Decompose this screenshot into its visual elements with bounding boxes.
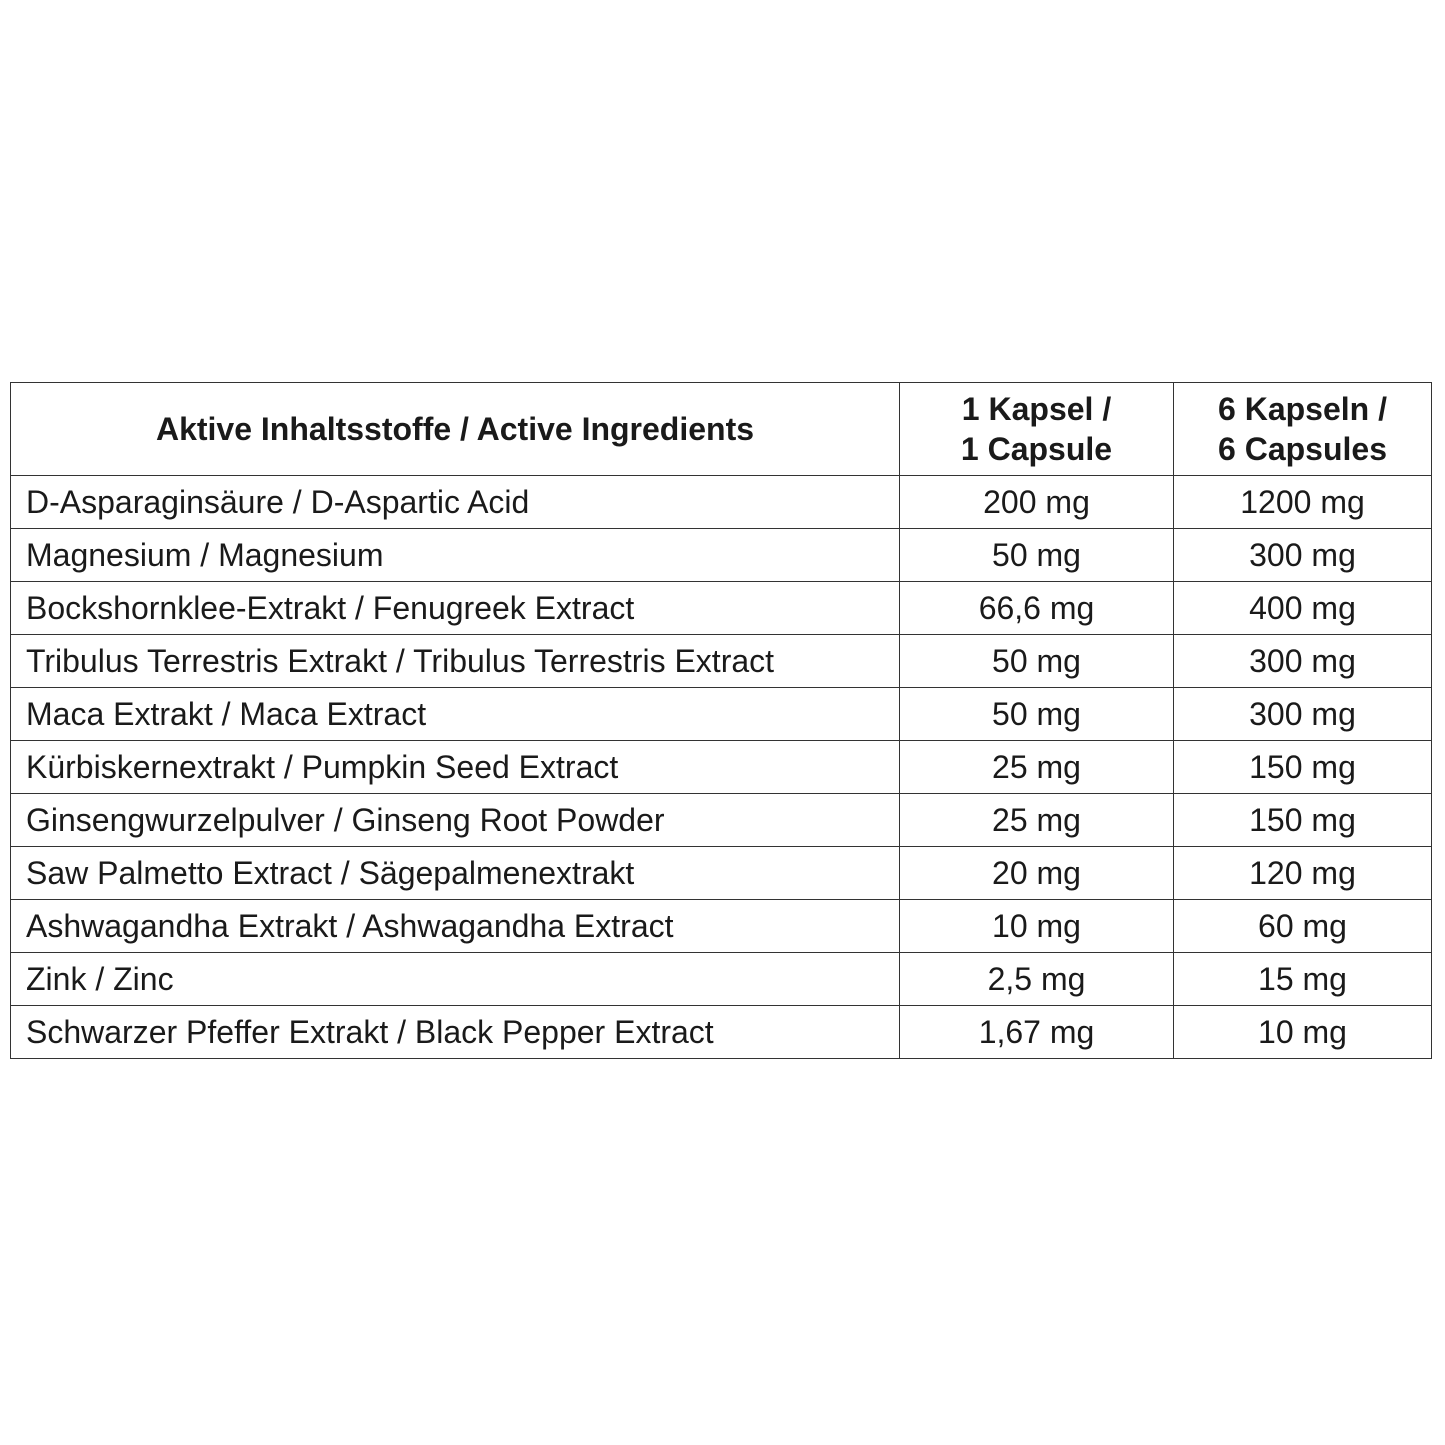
- ingredient-name: Zink / Zinc: [11, 953, 900, 1006]
- amount-one-capsule: 10 mg: [900, 900, 1174, 953]
- ingredient-name: Maca Extrakt / Maca Extract: [11, 688, 900, 741]
- header-six-capsules-line1: 6 Kapseln /: [1218, 391, 1387, 427]
- header-one-capsule-line2: 1 Capsule: [960, 431, 1113, 467]
- ingredients-table: [10, 382, 1432, 1059]
- table-row: [11, 953, 1432, 1006]
- header-ingredients: [11, 383, 900, 476]
- header-six-capsules: [1174, 383, 1432, 476]
- table-row: [11, 635, 1432, 688]
- amount-six-capsules: 150 mg: [1174, 741, 1432, 794]
- header-one-capsule-line1: 1 Kapsel /: [961, 391, 1112, 427]
- amount-one-capsule: 50 mg: [900, 688, 1174, 741]
- table-row: [11, 476, 1432, 529]
- amount-six-capsules: 400 mg: [1174, 582, 1432, 635]
- table-row: [11, 900, 1432, 953]
- amount-six-capsules: 300 mg: [1174, 635, 1432, 688]
- table-row: [11, 688, 1432, 741]
- ingredient-name: D-Asparaginsäure / D-Aspartic Acid: [11, 476, 900, 529]
- header-ingredients-label: Aktive Inhaltsstoffe / Active Ingredients: [155, 411, 755, 447]
- table-row: [11, 741, 1432, 794]
- header-six-capsules-line2: 6 Capsules: [1218, 431, 1387, 467]
- amount-one-capsule: 200 mg: [900, 476, 1174, 529]
- table-row: [11, 794, 1432, 847]
- amount-one-capsule: 25 mg: [900, 741, 1174, 794]
- ingredient-name: Magnesium / Magnesium: [11, 529, 900, 582]
- ingredient-name: Ginsengwurzelpulver / Ginseng Root Powder: [11, 794, 900, 847]
- ingredient-name: Ashwagandha Extrakt / Ashwagandha Extract: [11, 900, 900, 953]
- amount-six-capsules: 1200 mg: [1174, 476, 1432, 529]
- amount-six-capsules: 300 mg: [1174, 529, 1432, 582]
- amount-six-capsules: 15 mg: [1174, 953, 1432, 1006]
- ingredient-name: Tribulus Terrestris Extrakt / Tribulus Terrestris Extract: [11, 635, 900, 688]
- ingredient-name: Schwarzer Pfeffer Extrakt / Black Pepper Extract: [11, 1006, 900, 1059]
- ingredient-name: Kürbiskernextrakt / Pumpkin Seed Extract: [11, 741, 900, 794]
- amount-six-capsules: 150 mg: [1174, 794, 1432, 847]
- table-row: [11, 1006, 1432, 1059]
- ingredient-name: Saw Palmetto Extract / Sägepalmenextrakt: [11, 847, 900, 900]
- table-row: [11, 529, 1432, 582]
- amount-one-capsule: 50 mg: [900, 529, 1174, 582]
- amount-six-capsules: 10 mg: [1174, 1006, 1432, 1059]
- table-row: [11, 847, 1432, 900]
- ingredient-name: Bockshornklee-Extrakt / Fenugreek Extract: [11, 582, 900, 635]
- amount-six-capsules: 60 mg: [1174, 900, 1432, 953]
- amount-one-capsule: 25 mg: [900, 794, 1174, 847]
- amount-one-capsule: 20 mg: [900, 847, 1174, 900]
- amount-six-capsules: 120 mg: [1174, 847, 1432, 900]
- amount-one-capsule: 1,67 mg: [900, 1006, 1174, 1059]
- ingredients-table-container: [10, 382, 1431, 1059]
- table-row: [11, 582, 1432, 635]
- table-header-row: [11, 383, 1432, 476]
- amount-six-capsules: 300 mg: [1174, 688, 1432, 741]
- header-one-capsule: [900, 383, 1174, 476]
- amount-one-capsule: 66,6 mg: [900, 582, 1174, 635]
- amount-one-capsule: 50 mg: [900, 635, 1174, 688]
- amount-one-capsule: 2,5 mg: [900, 953, 1174, 1006]
